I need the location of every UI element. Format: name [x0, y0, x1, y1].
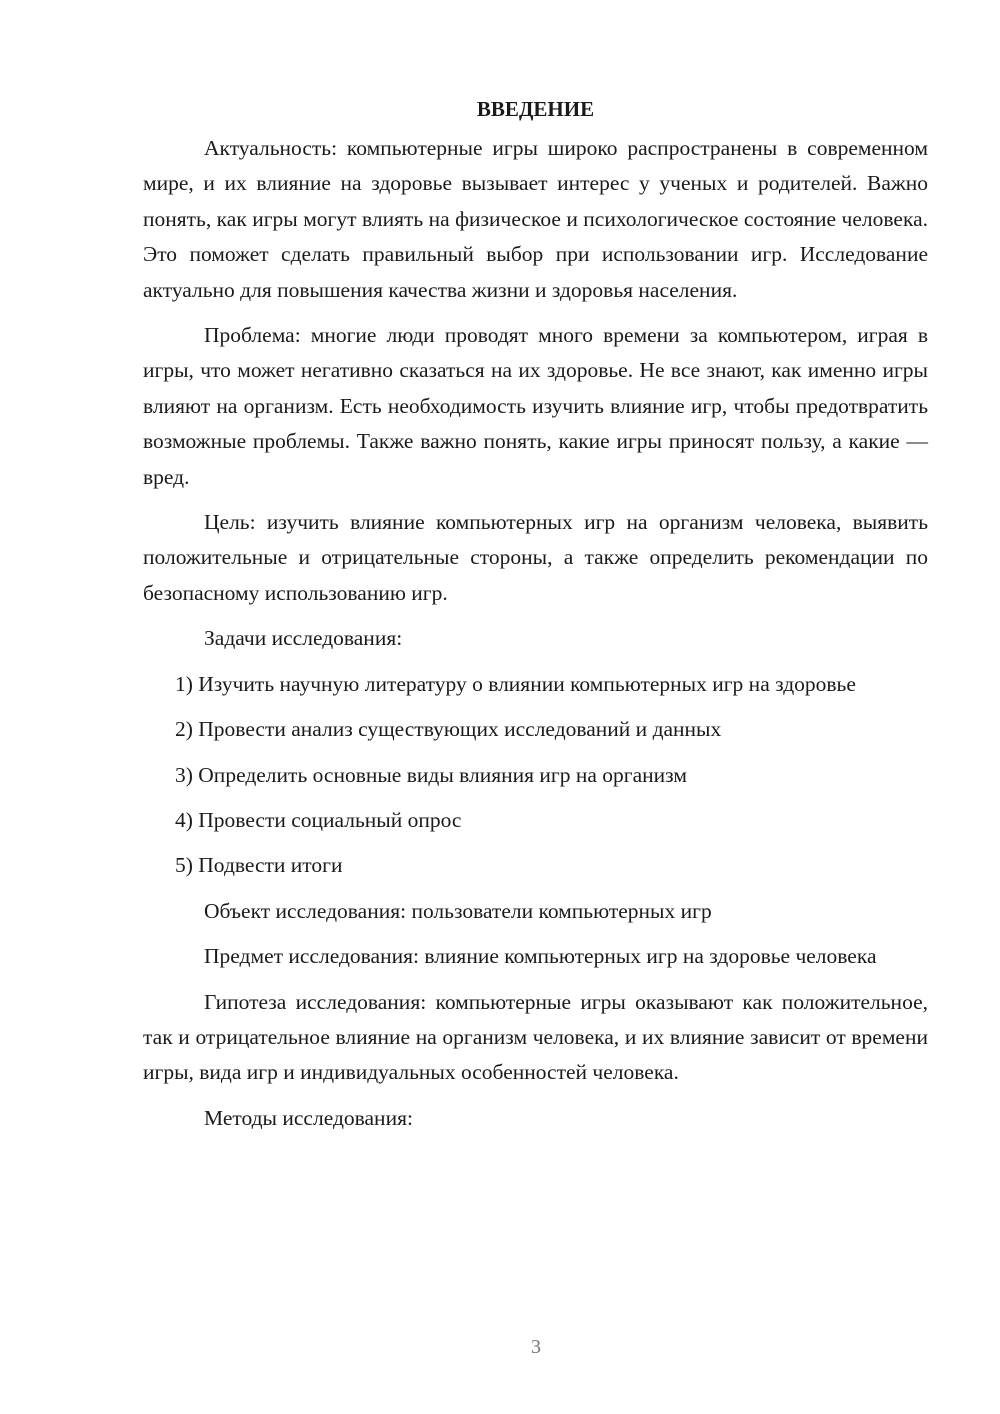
methods-heading: Методы исследования:: [204, 1105, 413, 1130]
hypothesis-paragraph: Гипотеза исследования: компьютерные игры оказывают как положительное, так и отрицательное влияние на организм человека, и их влияние зависит от времени игры, вида игр и индивидуальных особенностей человека.: [143, 989, 928, 1085]
subject-paragraph: Предмет исследования: влияние компьютерных игр на здоровье человека: [204, 944, 877, 969]
goal-paragraph: Цель: изучить влияние компьютерных игр на организм человека, выявить положительные и отрицательные стороны, а также определить рекомендации по безопасному использованию игр.: [143, 510, 928, 605]
task-item: 1) Изучить научную литературу о влиянии компьютерных игр на здоровье: [175, 671, 856, 696]
page-number: 3: [531, 1336, 541, 1358]
problem-paragraph: Проблема: многие люди проводят много времени за компьютером, играя в игры, что может негативно сказаться на их здоровье. Не все знают, как именно игры влияют на организм. Есть необходимость изучить влияние игр, чтобы предотвратить возможные проблемы. Также важно понять, какие игры приносят пользу, а какие — вред.: [143, 323, 928, 489]
task-item: 2) Провести анализ существующих исследований и данных: [175, 717, 722, 742]
relevance-paragraph: Актуальность: компьютерные игры широко распространены в современном мире, и их влияние на здоровье вызывает интерес у ученых и родителей. Важно понять, как игры могут влиять на физическое и психологическое состояние человека. Это поможет сделать правильный выбор при использовании игр. Исследование актуально для повышения качества жизни и здоровья населения.: [143, 136, 928, 302]
tasks-list: [143, 667, 928, 884]
task-item: 5) Подвести итоги: [175, 853, 343, 878]
page-content: [143, 92, 928, 1146]
task-item: 4) Провести социальный опрос: [175, 807, 462, 832]
tasks-heading: Задачи исследования:: [204, 626, 403, 651]
task-item: 3) Определить основные виды влияния игр на организм: [175, 762, 687, 787]
page-title: ВВЕДЕНИЕ: [476, 97, 595, 121]
object-paragraph: Объект исследования: пользователи компьютерных игр: [204, 898, 712, 923]
